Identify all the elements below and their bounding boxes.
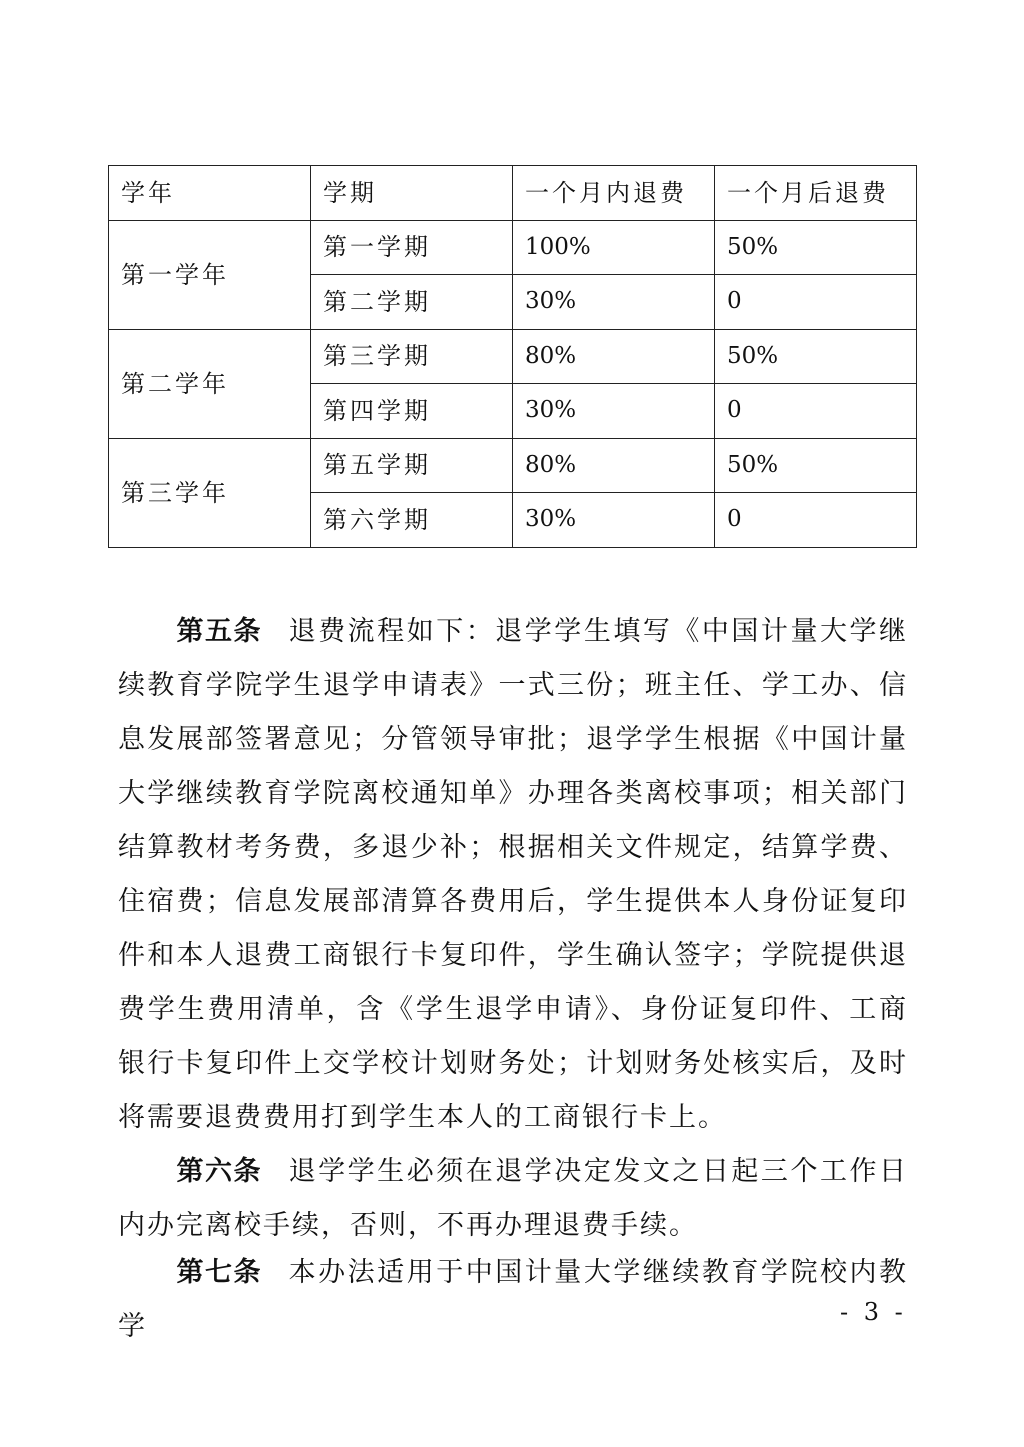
header-refund-after-month: 一个月后退费: [715, 166, 917, 221]
article-6: [118, 1145, 908, 1253]
article-5: [118, 605, 908, 1145]
article-label: 第六条: [176, 1156, 263, 1187]
term-cell: 第三学期: [311, 329, 513, 384]
refund-after-cell: 50%: [715, 438, 917, 493]
refund-after-cell: 0: [715, 493, 917, 548]
year-cell: 第二学年: [109, 329, 311, 438]
refund-after-cell: 50%: [715, 329, 917, 384]
article-text: 本办法适用于中国计量大学继续教育学院校内教学: [118, 1257, 909, 1342]
refund-within-cell: 100%: [513, 220, 715, 275]
refund-table: [108, 165, 917, 548]
header-semester: 学期: [311, 166, 513, 221]
year-cell: 第一学年: [109, 220, 311, 329]
term-cell: 第二学期: [311, 275, 513, 330]
refund-after-cell: 0: [715, 384, 917, 439]
article-label: 第五条: [176, 616, 263, 647]
article-text: 退学学生必须在退学决定发文之日起三个工作日内办完离校手续，否则，不再办理退费手续。: [118, 1156, 909, 1241]
refund-after-cell: 0: [715, 275, 917, 330]
term-cell: 第五学期: [311, 438, 513, 493]
table-row: [109, 438, 917, 493]
article-label: 第七条: [176, 1257, 263, 1288]
header-academic-year: 学年: [109, 166, 311, 221]
article-text: 退费流程如下：退学学生填写《中国计量大学继续教育学院学生退学申请表》一式三份；班主任、学工办、信息发展部签署意见；分管领导审批；退学学生根据《中国计量大学继续教育学院离校通知单》办理各类离校事项；相关部门结算教材考务费，多退少补；根据相关文件规定，结算学费、住宿费；信息发展部清算各费用后，学生提供本人身份证复印件和本人退费工商银行卡复印件，学生确认签字；学院提供退费学生费用清单，含《学生退学申请》、身份证复印件、工商银行卡复印件上交学校计划财务处；计划财务处核实后，及时将需要退费费用打到学生本人的工商银行卡上。: [118, 616, 909, 1133]
article-7: [118, 1246, 908, 1354]
refund-within-cell: 30%: [513, 493, 715, 548]
table-row: [109, 329, 917, 384]
refund-within-cell: 30%: [513, 275, 715, 330]
refund-after-cell: 50%: [715, 220, 917, 275]
refund-within-cell: 30%: [513, 384, 715, 439]
table-header-row: [109, 166, 917, 221]
refund-within-cell: 80%: [513, 329, 715, 384]
header-refund-within-month: 一个月内退费: [513, 166, 715, 221]
page-number: - 3 -: [840, 1298, 907, 1326]
year-cell: 第三学年: [109, 438, 311, 547]
table-row: [109, 220, 917, 275]
term-cell: 第六学期: [311, 493, 513, 548]
refund-within-cell: 80%: [513, 438, 715, 493]
term-cell: 第四学期: [311, 384, 513, 439]
term-cell: 第一学期: [311, 220, 513, 275]
